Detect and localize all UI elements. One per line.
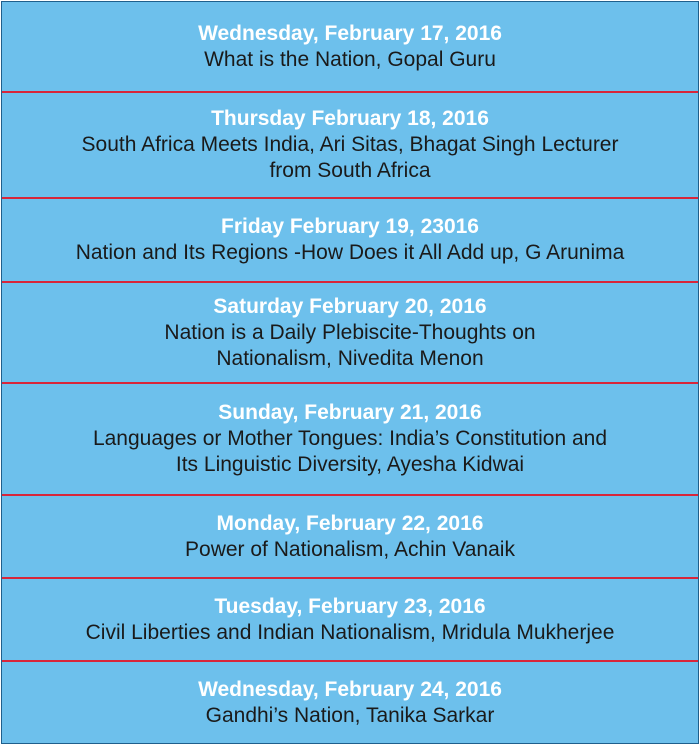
schedule-row (2, 662, 698, 743)
schedule-date: Thursday February 18, 2016 (211, 107, 489, 130)
schedule-date: Monday, February 22, 2016 (216, 511, 484, 535)
schedule-row (2, 496, 698, 579)
schedule-talk: Languages or Mother Tongues: India’s Constitution and Its Linguistic Diversity, Ayesha Kidwai (92, 427, 608, 476)
schedule-date: Tuesday, February 23, 2016 (214, 594, 486, 618)
schedule-date: Friday February 19, 23016 (221, 215, 479, 238)
schedule-date: Wednesday, February 24, 2016 (198, 677, 502, 701)
schedule-talk: Power of Nationalism, Achin Vanaik (185, 537, 515, 561)
schedule-talk: Nation and Its Regions -How Does it All Add up, G Arunima (75, 241, 625, 264)
schedule-row (2, 2, 698, 93)
schedule-row (2, 579, 698, 662)
schedule-talk: South Africa Meets India, Ari Sitas, Bhagat Singh Lecturer from South Africa (81, 133, 619, 182)
schedule-date: Sunday, February 21, 2016 (218, 401, 482, 424)
schedule-row (2, 283, 698, 384)
schedule-date: Wednesday, February 17, 2016 (198, 21, 502, 45)
schedule-row (2, 384, 698, 496)
schedule-talk: Civil Liberties and Indian Nationalism, Mridula Mukherjee (85, 620, 615, 644)
lecture-schedule (1, 1, 699, 744)
schedule-talk: Nation is a Daily Plebiscite-Thoughts on Nationalism, Nivedita Menon (164, 320, 536, 370)
schedule-talk: What is the Nation, Gopal Guru (204, 47, 496, 71)
schedule-talk: Gandhi’s Nation, Tanika Sarkar (205, 703, 495, 727)
schedule-row (2, 93, 698, 199)
schedule-date: Saturday February 20, 2016 (213, 294, 487, 318)
schedule-row (2, 199, 698, 283)
